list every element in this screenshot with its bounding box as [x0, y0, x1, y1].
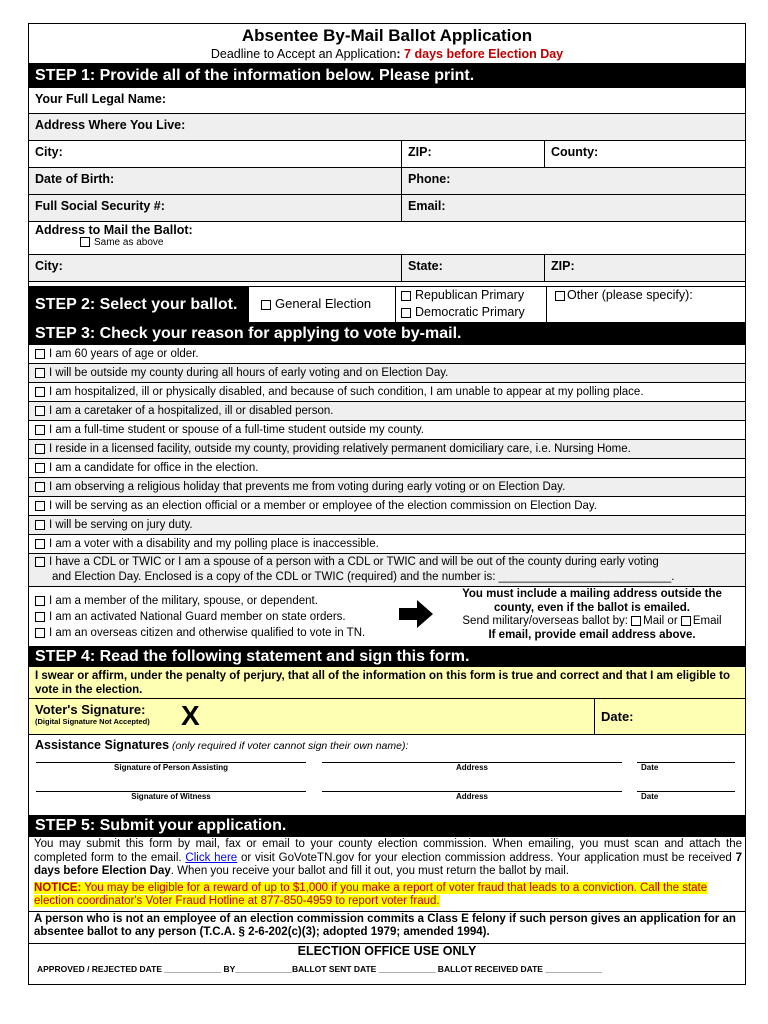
mail-option-label: Mail or — [643, 615, 678, 627]
step5-heading: STEP 5: Submit your application. — [29, 816, 745, 837]
email-option-label: Email — [692, 615, 722, 627]
general-election-option[interactable] — [249, 287, 396, 322]
step2-row — [29, 287, 745, 323]
witness-date-line[interactable] — [637, 791, 735, 801]
assisting-address-line[interactable] — [322, 762, 622, 772]
reason-label: I am hospitalized, ill or physically disabled, and because of such condition, I am unable to appear at my polling place. — [49, 386, 644, 398]
reason-checkbox[interactable] — [35, 349, 45, 359]
address-label: Address Where You Live: — [35, 118, 186, 132]
office-use-heading: ELECTION OFFICE USE ONLY — [297, 943, 477, 958]
other-label: Other (please specify): — [567, 288, 693, 302]
reason-item[interactable] — [29, 535, 745, 554]
voter-date-label: Date: — [601, 709, 634, 724]
mail-city-field[interactable] — [29, 255, 402, 281]
military-note-line2: county, even if the ballot is emailed. — [494, 601, 690, 614]
reason-label: I will be outside my county during all hours of early voting and on Election Day. — [49, 367, 449, 379]
assisting-date-line[interactable] — [637, 762, 735, 772]
zip-label: ZIP: — [408, 145, 432, 159]
form-title: Absentee By-Mail Ballot Application — [241, 26, 533, 45]
assisting-date-label: Date — [641, 763, 659, 772]
assistance-label: Assistance Signatures — [35, 738, 170, 752]
witness-date-label: Date — [641, 792, 659, 801]
reason-checkbox[interactable] — [35, 539, 45, 549]
step1-heading: STEP 1: Provide all of the information below. Please print. — [29, 64, 745, 88]
mail-option-checkbox[interactable] — [631, 616, 641, 626]
step4-heading: STEP 4: Read the following statement and sign this form. — [29, 647, 745, 667]
reason-label: I am a caretaker of a hospitalized, ill or disabled person. — [49, 405, 334, 417]
general-election-label: General Election — [275, 296, 372, 311]
assisting-signature-label: Signature of Person Assisting — [114, 763, 228, 772]
reason-checkbox[interactable] — [35, 557, 45, 567]
reason-checkbox[interactable] — [35, 425, 45, 435]
reason-item[interactable] — [29, 478, 745, 497]
reason-checkbox[interactable] — [35, 368, 45, 378]
reason-label: I am an overseas citizen and otherwise qualified to vote in TN. — [49, 627, 366, 639]
reason-label: I am a member of the military, spouse, or dependent. — [49, 595, 318, 607]
assisting-signature-line[interactable] — [36, 762, 306, 772]
zip-field[interactable] — [402, 141, 545, 167]
reason-item[interactable] — [29, 516, 745, 535]
notice-text: You may be eligible for a reward of up to $1,000 if you make a report of voter fraud that leads to a conviction. Call the state election coordinator's Voter Fraud Hotline at 877-850-4959 to report voter fraud. — [34, 881, 708, 907]
office-use-line: APPROVED / REJECTED DATE ____________ BY____________BALLOT SENT DATE ____________ BALLOT RECEIVED DATE ____________ — [37, 963, 603, 974]
ssn-field[interactable] — [29, 195, 402, 221]
click-here-link[interactable]: Click here — [185, 851, 238, 864]
republican-primary-checkbox[interactable] — [401, 291, 411, 301]
military-note-line4: If email, provide email address above. — [488, 628, 696, 641]
mail-state-field[interactable] — [402, 255, 545, 281]
voter-signature-field[interactable] — [29, 699, 595, 734]
witness-signature-line[interactable] — [36, 791, 306, 801]
reason-label: I am a candidate for office in the election. — [49, 462, 259, 474]
email-field[interactable] — [402, 195, 745, 221]
mail-city-state-zip-row — [29, 255, 745, 282]
reason-checkbox[interactable] — [35, 520, 45, 530]
assistance-note: (only required if voter cannot sign their own name): — [169, 740, 409, 752]
office-use-section — [29, 943, 745, 981]
arrow-right-icon — [399, 587, 439, 646]
military-section — [29, 587, 745, 647]
perjury-statement: I swear or affirm, under the penalty of perjury, that all of the information on this form is true and correct and that I am eligible to vote in the election. — [29, 667, 745, 699]
reason-item[interactable] — [29, 497, 745, 516]
reason-item-cdl[interactable] — [29, 554, 745, 587]
military-option[interactable] — [35, 593, 399, 609]
mail-state-label: State: — [408, 259, 443, 273]
reason-item[interactable] — [29, 383, 745, 402]
reason-checkbox[interactable] — [35, 463, 45, 473]
phone-field[interactable] — [402, 168, 745, 194]
democratic-primary-option[interactable] — [401, 304, 546, 321]
reason-item[interactable] — [29, 440, 745, 459]
same-as-above-checkbox[interactable] — [80, 237, 90, 247]
voter-signature-label: Voter's Signature: — [35, 702, 146, 717]
reason-label: I will be serving on jury duty. — [49, 519, 193, 531]
mail-city-label: City: — [35, 259, 63, 273]
reason-item[interactable] — [29, 402, 745, 421]
dob-field[interactable] — [29, 168, 402, 194]
witness-address-label: Address — [455, 792, 488, 801]
signature-x-mark: X — [181, 700, 200, 731]
felony-warning: A person who is not an employee of an election commission commits a Class E felony if such person gives an application for an absentee ballot to any person (T.C.A. § 2-6-202(c)(3); adopted 1979; amended 1994). — [29, 911, 745, 940]
other-option[interactable] — [547, 287, 745, 322]
form-header — [29, 24, 745, 64]
national-guard-option[interactable] — [35, 609, 399, 625]
democratic-primary-checkbox[interactable] — [401, 308, 411, 318]
reason-label: I am a full-time student or spouse of a full-time student outside my county. — [49, 424, 424, 436]
reason-label: I am observing a religious holiday that prevents me from voting during early voting or on Election Day. — [49, 481, 566, 493]
assistance-signatures — [29, 735, 745, 816]
reason-label: I am a voter with a disability and my polling place is inaccessible. — [49, 538, 379, 550]
signature-note: (Digital Signature Not Accepted) — [35, 717, 150, 726]
dob-phone-row — [29, 168, 745, 195]
mail-zip-field[interactable] — [545, 255, 745, 281]
deadline-value: 7 days before Election Day — [400, 47, 564, 61]
county-field[interactable] — [545, 141, 745, 167]
submission-deadline: 7 days before Election Day — [34, 851, 742, 877]
reasons-list — [29, 345, 745, 587]
witness-signature-label: Signature of Witness — [131, 792, 211, 801]
reason-checkbox[interactable] — [35, 387, 45, 397]
mail-zip-label: ZIP: — [551, 259, 575, 273]
other-checkbox[interactable] — [555, 291, 565, 301]
reason-item[interactable] — [29, 459, 745, 478]
reason-item[interactable] — [29, 421, 745, 440]
republican-primary-option[interactable] — [401, 287, 546, 304]
reason-checkbox[interactable] — [35, 596, 45, 606]
city-label: City: — [35, 145, 63, 159]
reason-checkbox[interactable] — [35, 501, 45, 511]
reason-item[interactable] — [29, 345, 745, 364]
reason-label: I will be serving as an election official or a member or employee of the election commission on Election Day. — [49, 500, 598, 512]
city-zip-county-row — [29, 141, 745, 168]
phone-label: Phone: — [408, 172, 451, 186]
full-name-label: Your Full Legal Name: — [35, 92, 167, 106]
submission-instructions: You may submit this form by mail, fax or email to your county election commission. When emailing, you must scan and attach the completed form to the email. Click here or visit GoVoteTN.gov for your election commission address. Your application must be received 7 days before Election Day. When you receive your ballot and fill it out, you must return the ballot by mail. — [34, 838, 742, 877]
full-name-field[interactable] — [29, 88, 745, 114]
republican-primary-label: Republican Primary — [415, 288, 525, 302]
ssn-email-row — [29, 195, 745, 222]
military-note-line3: Send military/overseas ballot by: — [462, 615, 628, 627]
voter-date-field[interactable] — [595, 699, 745, 734]
reason-checkbox[interactable] — [35, 444, 45, 454]
city-field[interactable] — [29, 141, 402, 167]
address-field[interactable] — [29, 114, 745, 141]
same-as-above-label: Same as above — [94, 237, 164, 248]
ssn-label: Full Social Security #: — [35, 199, 165, 213]
county-label: County: — [551, 145, 599, 159]
witness-address-line[interactable] — [322, 791, 622, 801]
mail-address-field[interactable] — [29, 222, 745, 255]
overseas-option[interactable] — [35, 625, 399, 641]
reason-item[interactable] — [29, 364, 745, 383]
step3-heading: STEP 3: Check your reason for applying to vote by-mail. — [29, 323, 745, 345]
dob-label: Date of Birth: — [35, 172, 115, 186]
military-note-line1: You must include a mailing address outside the — [462, 588, 722, 600]
absentee-ballot-application-form — [28, 23, 746, 985]
reason-checkbox[interactable] — [35, 482, 45, 492]
reason-checkbox[interactable] — [35, 628, 45, 638]
step2-heading: STEP 2: Select your ballot. — [29, 287, 249, 322]
reason-checkbox[interactable] — [35, 612, 45, 622]
reason-label: I reside in a licensed facility, outside my county, providing relatively permanent domiciliary care, i.e. Nursing Home. — [49, 443, 631, 455]
cdl-number-line: and Election Day. Enclosed is a copy of the CDL or TWIC (required) and the number is: ___________________________. — [52, 571, 675, 583]
democratic-primary-label: Democratic Primary — [415, 305, 525, 319]
voter-signature-row — [29, 699, 745, 735]
deadline-colon: : — [396, 47, 401, 61]
reason-label: I am 60 years of age or older. — [49, 348, 199, 360]
general-election-checkbox[interactable] — [261, 300, 271, 310]
notice-label: NOTICE: — [34, 881, 82, 894]
reason-label: I have a CDL or TWIC or I am a spouse of a person with a CDL or TWIC and will be out of the county during early voting — [49, 556, 659, 568]
deadline-label: Deadline to Accept an Application — [210, 47, 397, 61]
mail-address-label: Address to Mail the Ballot: — [35, 223, 193, 237]
email-label: Email: — [408, 199, 446, 213]
email-option-checkbox[interactable] — [681, 616, 691, 626]
notice-paragraph — [29, 879, 745, 909]
deadline-line — [29, 47, 745, 62]
reason-checkbox[interactable] — [35, 406, 45, 416]
reason-label: I am an activated National Guard member on state orders. — [49, 611, 346, 623]
assisting-address-label: Address — [455, 763, 488, 772]
